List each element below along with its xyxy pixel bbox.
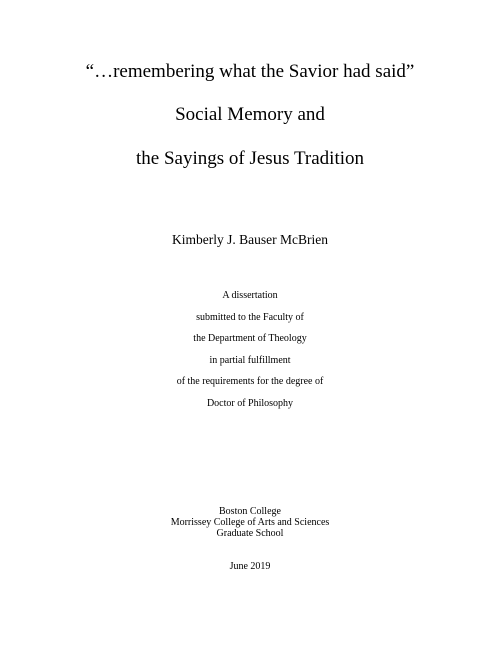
- statement-line: of the requirements for the degree of: [176, 376, 324, 387]
- statement-line: the Department of Theology: [193, 333, 307, 344]
- title-line-3: the Sayings of Jesus Tradition: [135, 148, 365, 169]
- statement-line: Doctor of Philosophy: [206, 398, 294, 409]
- statement-line: submitted to the Faculty of: [196, 312, 304, 323]
- institution-line: Boston College: [219, 506, 281, 517]
- title-line-2: Social Memory and: [175, 104, 325, 125]
- statement-line: in partial fulfillment: [209, 355, 291, 366]
- institution-line: Morrissey College of Arts and Sciences: [170, 517, 330, 528]
- title-line-1: “…remembering what the Savior had said”: [85, 61, 415, 82]
- date: June 2019: [229, 561, 271, 572]
- institution-line: Graduate School: [216, 528, 284, 539]
- statement-line: A dissertation: [222, 290, 278, 301]
- author-name: Kimberly J. Bauser McBrien: [172, 232, 328, 247]
